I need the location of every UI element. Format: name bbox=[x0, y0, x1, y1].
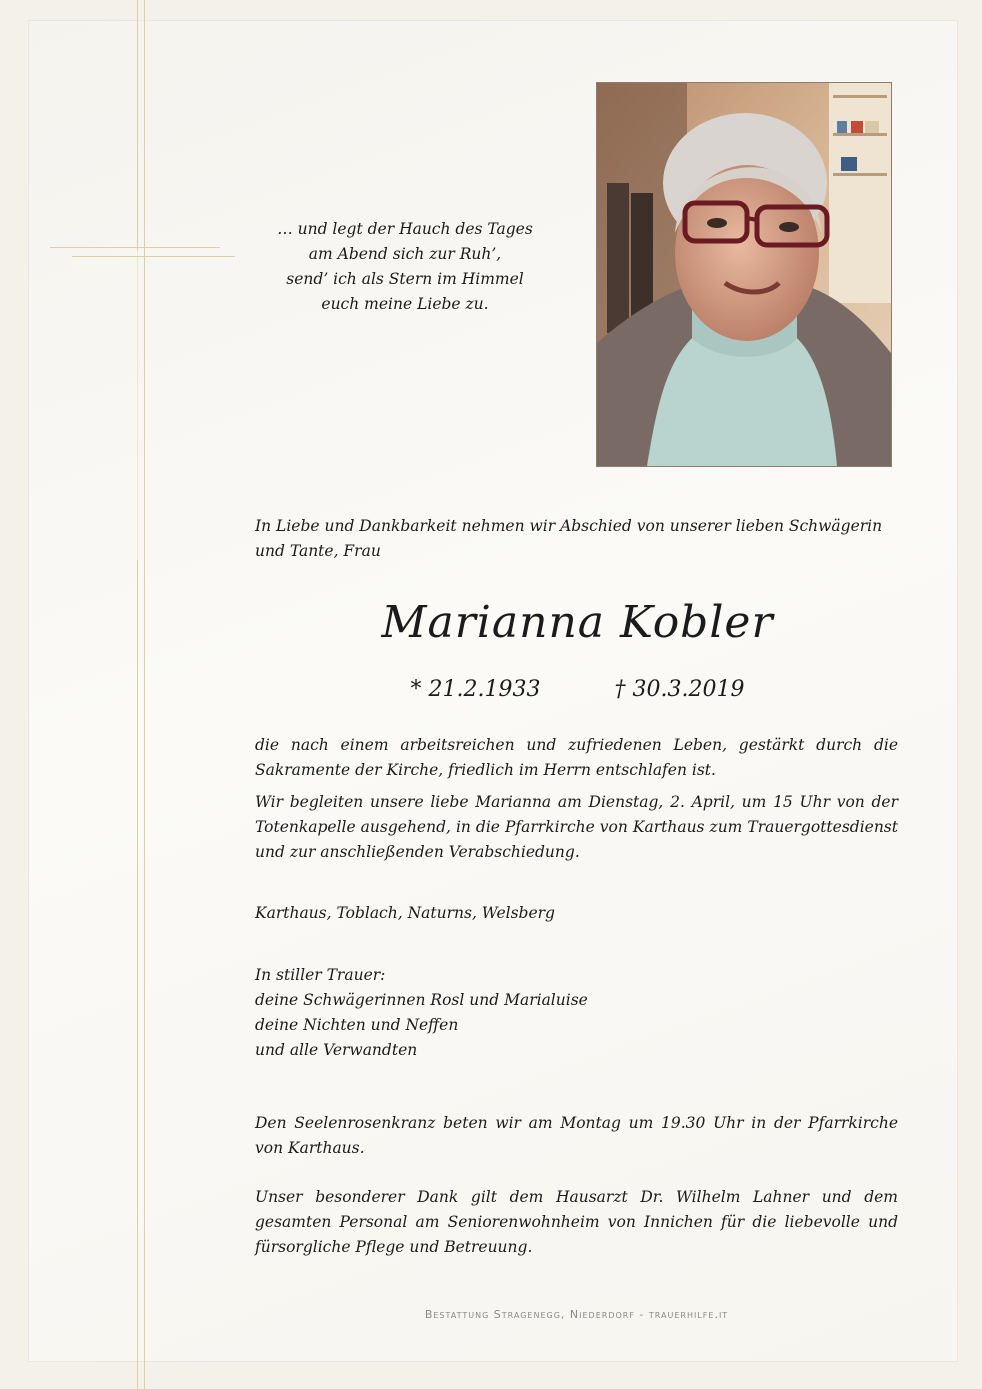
mourners-heading: In stiller Trauer: bbox=[255, 966, 386, 984]
funeral-paragraph: Wir begleiten unsere liebe Marianna am Dienstag, 2. April, um 15 Uhr von der Totenkapelle ausgehend, in die Pfarrkirche von Karthaus zum Trauergottesdienst und zur anschließenden Verabschiedung. bbox=[255, 793, 898, 861]
cross-horizontal-line-1 bbox=[50, 247, 220, 248]
portrait-photo bbox=[596, 82, 892, 467]
cross-vertical-line-1 bbox=[137, 0, 138, 1389]
death-date: † 30.3.2019 bbox=[614, 677, 745, 702]
mourner-line: deine Nichten und Neffen bbox=[255, 1016, 459, 1034]
mourner-line: deine Schwägerinnen Rosl und Marialuise bbox=[255, 991, 588, 1009]
intro-text: In Liebe und Dankbarkeit nehmen wir Abschied von unserer lieben Schwägerin und Tante, Frau bbox=[255, 517, 883, 560]
verse-line: … und legt der Hauch des Tages bbox=[277, 220, 533, 238]
places-line: Karthaus, Toblach, Naturns, Welsberg bbox=[255, 904, 555, 922]
life-dates bbox=[255, 674, 900, 706]
memorial-verse bbox=[240, 217, 570, 317]
birth-date: * 21.2.1933 bbox=[410, 677, 541, 702]
funeral-home-footer: Bestattung Stragenegg, Niederdorf - trauerhilfe.it bbox=[424, 1308, 729, 1321]
verse-line: send’ ich als Stern im Himmel bbox=[286, 270, 524, 288]
mourners-block bbox=[255, 963, 588, 1063]
verse-line: am Abend sich zur Ruh’, bbox=[308, 245, 502, 263]
cross-vertical-line-2 bbox=[144, 0, 145, 1389]
passing-paragraph: die nach einem arbeitsreichen und zufriedenen Leben, gestärkt durch die Sakramente der Kirche, friedlich im Herrn entschlafen ist. bbox=[255, 736, 898, 779]
rosary-paragraph: Den Seelenrosenkranz beten wir am Montag um 19.30 Uhr in der Pfarrkirche von Karthaus. bbox=[255, 1114, 898, 1157]
mourner-line: und alle Verwandten bbox=[255, 1041, 418, 1059]
thanks-paragraph: Unser besonderer Dank gilt dem Hausarzt Dr. Wilhelm Lahner und dem gesamten Personal am Seniorenwohnheim von Innichen für die liebevolle und fürsorgliche Pflege und Betreuung. bbox=[255, 1188, 898, 1256]
cross-horizontal-line-2 bbox=[72, 256, 235, 257]
deceased-name: Marianna Kobler bbox=[381, 597, 774, 648]
verse-line: euch meine Liebe zu. bbox=[321, 295, 489, 313]
portrait-illustration bbox=[597, 83, 891, 466]
cross-vertical-line-3 bbox=[137, 250, 138, 560]
